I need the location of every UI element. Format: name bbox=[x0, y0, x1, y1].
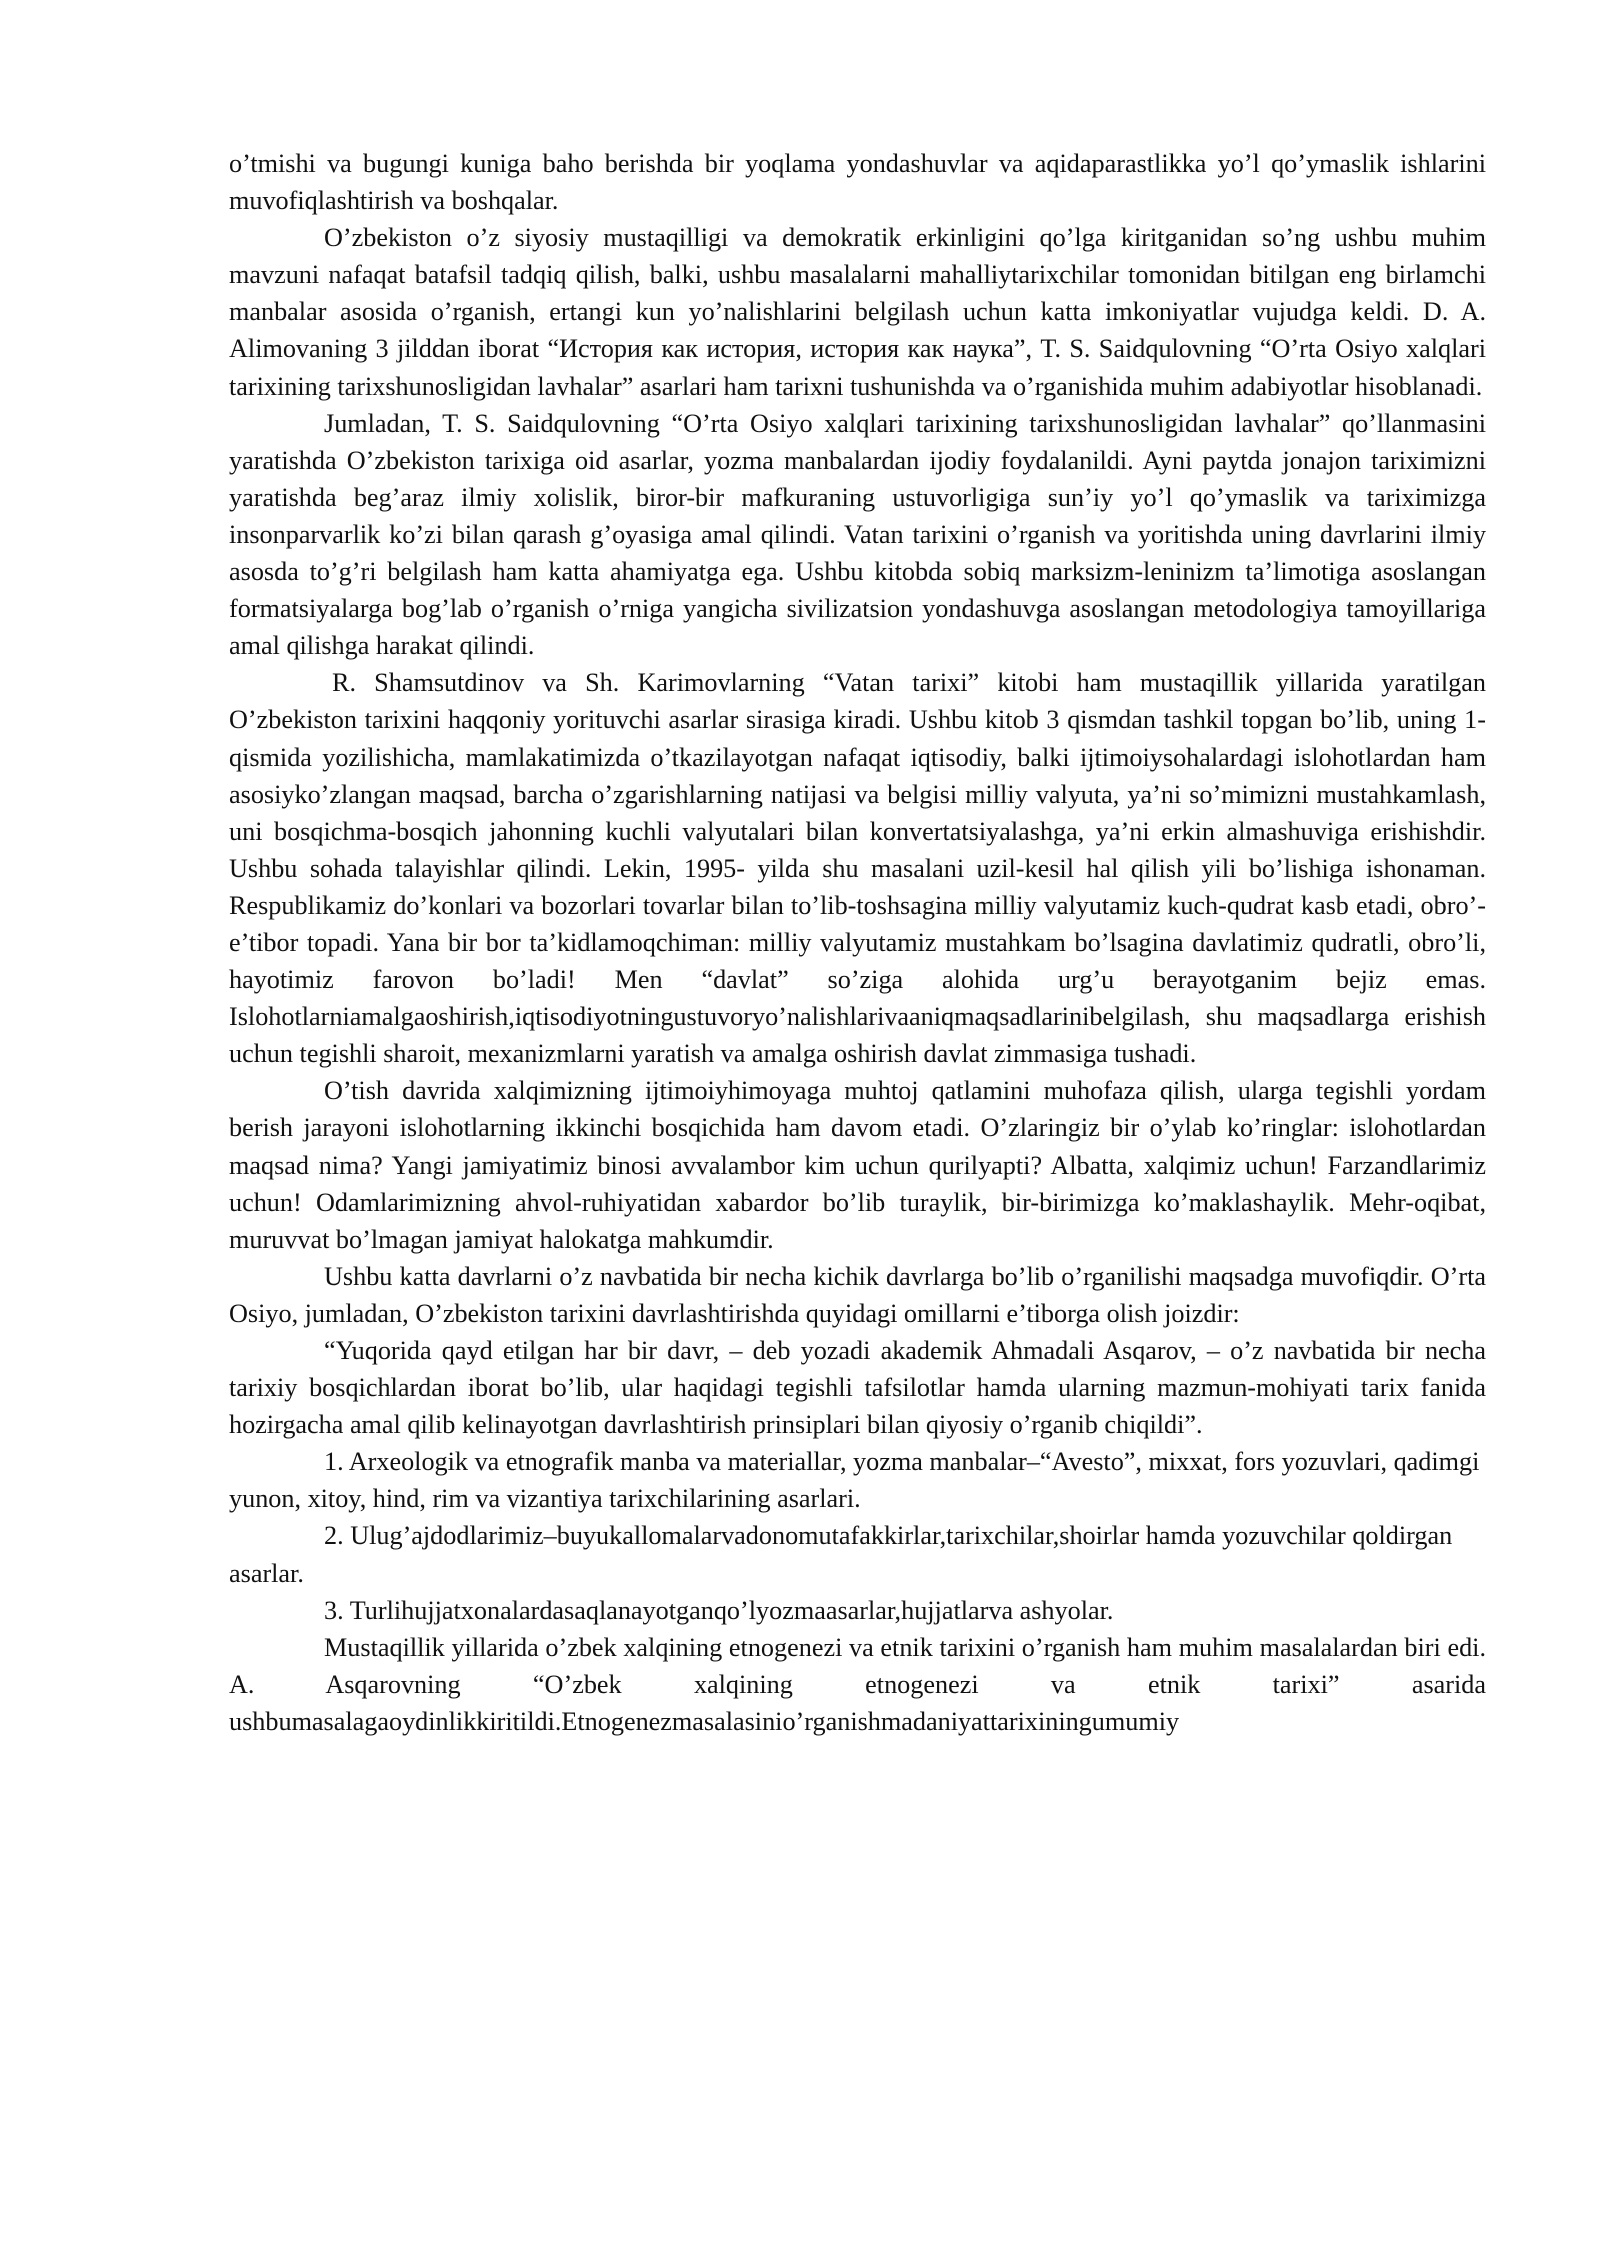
paragraph-ethnogenesis: Mustaqillik yillarida o’zbek xalqining etnogenezi va etnik tarixini o’rganish ham muhim masalalardan biri edi. A. Asqarovning “O’zbek xalqining etnogenezi va etnik tarixi” asarida ushbumasalagaoydinlikkiritildi.Etnogenezmasalasinio’rganishmadaniyattarixiningumumiy bbox=[229, 1632, 1486, 1736]
list-item-1: 1. Arxeologik va etnografik manba va materiallar, yozma manbalar–“Avesto”, mixxat, fors yozuvlari, qadimgi yunon, xitoy, hind, rim va vizantiya tarixchilarining asarlari. bbox=[229, 1447, 1480, 1514]
list-item-3: 3. Turlihujjatxonalardasaqlanayotganqo’lyozmaasarlar,hujjatlarva ashyolar. bbox=[324, 1595, 1114, 1625]
paragraph-transition-period: O’tish davrida xalqimizning ijtimoiyhimoyaga muhtoj qatlamini muhofaza qilish, ularga tegishli yordam berish jarayoni islohotlarning ikkinchi bosqichida ham davom etadi. O’zlaringiz bir o’ylab ko’ringlar: islohotlardan maqsad nima? Yangi jamiyatimiz binosi avvalambor kim uchun qurilyapti? Albatta, xalqimiz uchun! Farzandlarimiz uchun! Odamlarimizning ahvol-ruhiyatidan xabardor bo’lib turaylik, bir-birimizga ko’maklashaylik. Mehr-oqibat, muruvvat bo’lmagan jamiyat halokatga mahkumdir. bbox=[229, 1076, 1486, 1254]
paragraph-asqarov-quote: “Yuqorida qayd etilgan har bir davr, – deb yozadi akademik Ahmadali Asqarov, – o’z navbatida bir necha tarixiy bosqichlardan iborat bo’lib, ular haqidagi tegishli tafsilotlar hamda ularning mazmun-mohiyati tarix fanida hozirgacha amal qilib kelinayotgan davrlashtirish prinsiplari bilan qiyosiy o’rganib chiqildi”. bbox=[229, 1336, 1486, 1440]
paragraph-periodization: Ushbu katta davrlarni o’z navbatida bir necha kichik davrlarga bo’lib o’rganilishi maqsadga muvofiqdir. O’rta Osiyo, jumladan, O’zbekiston tarixini davrlashtirishda quyidagi omillarni e’tiborga olish joizdir: bbox=[229, 1261, 1486, 1328]
document-page bbox=[229, 145, 1486, 1740]
paragraph-shamsutdinov: R. Shamsutdinov va Sh. Karimovlarning “Vatan tarixi” kitobi ham mustaqillik yillarida yaratilgan O’zbekiston tarixini haqqoniy yorituvchi asarlar sirasiga kiradi. Ushbu kitob 3 qismdan tashkil topgan bo’lib, uning 1-qismida yozilishicha, mamlakatimizda o’tkazilayotgan nafaqat iqtisodiy, balki ijtimoiysohalardagi islohotlardan ham asosiyko’zlangan maqsad, barcha o’zgarishlarning natijasi va belgisi milliy valyuta, ya’ni so’mimizni mustahkamlash, uni bosqichma-bosqich jahonning kuchli valyutalari bilan konvertatsiyalashga, ya’ni erkin almashuviga erishishdir. Ushbu sohada talayishlar qilindi. Lekin, 1995- yilda shu masalani uzil-kesil hal qilish yili bo’lishiga ishonaman. Respublikamiz do’konlari va bozorlari tovarlar bilan to’lib-toshsagina milliy valyutamiz kuch-qudrat kasb etadi, obro’-e’tibor topadi. Yana bir bor ta’kidlamoqchiman: milliy valyutamiz mustahkam bo’lsagina davlatimiz qudratli, obro’li, hayotimiz farovon bo’ladi! Men “davlat” so’ziga alohida urg’u berayotganim bejiz emas. Islohotlarniamalgaoshirish,iqtisodiyotningustuvoryo’nalishlarivaaniqmaqsadlarinibelgilash, shu maqsadlarga erishish uchun tegishli sharoit, mexanizmlarni yaratish va amalga oshirish davlat zimmasiga tushadi. bbox=[229, 668, 1486, 1069]
paragraph-continuation: o’tmishi va bugungi kuniga baho berishda bir yoqlama yondashuvlar va aqidaparastlikka yo’l qo’ymaslik ishlarini muvofiqlashtirish va boshqalar. bbox=[229, 149, 1486, 216]
paragraph-independence: O’zbekiston o’z siyosiy mustaqilligi va demokratik erkinligini qo’lga kiritganidan so’ng ushbu muhim mavzuni nafaqat batafsil tadqiq qilish, balki, ushbu masalalarni mahalliytarixchilar tomonidan bitilgan eng birlamchi manbalar asosida o’rganish, ertangi kun yo’nalishlarini belgilash uchun katta imkoniyatlar vujudga keldi. D. A. Alimovaning 3 jilddan iborat “История как история, история как наука”, T. S. Saidqulovning “O’rta Osiyo xalqlari tarixining tarixshunosligidan lavhalar” asarlari ham tarixni tushunishda va o’rganishida muhim adabiyotlar hisoblanadi. bbox=[229, 223, 1486, 401]
paragraph-saidqulov: Jumladan, T. S. Saidqulovning “O’rta Osiyo xalqlari tarixining tarixshunosligidan lavhalar” qo’llanmasini yaratishda O’zbekiston tarixiga oid asarlar, yozma manbalardan ijodiy foydalanildi. Ayni paytda jonajon tariximizni yaratishda beg’araz ilmiy xolislik, biror-bir mafkuraning ustuvorligiga sun’iy yo’l qo’ymaslik va tariximizga insonparvarlik ko’zi bilan qarash g’oyasiga amal qilindi. Vatan tarixini o’rganish va yoritishda uning davrlarini ilmiy asosda to’g’ri belgilash ham katta ahamiyatga ega. Ushbu kitobda sobiq marksizm-leninizm ta’limotiga asoslangan formatsiyalarga bog’lab o’rganish o’rniga yangicha sivilizatsion yondashuvga asoslangan metodologiya tamoyillariga amal qilishga harakat qilindi. bbox=[229, 408, 1486, 661]
list-item-2: 2. Ulug’ajdodlarimiz–buyukallomalarvadonomutafakkirlar,tarixchilar,shoirlar hamda yozuvchilar qoldirgan asarlar. bbox=[229, 1521, 1453, 1588]
